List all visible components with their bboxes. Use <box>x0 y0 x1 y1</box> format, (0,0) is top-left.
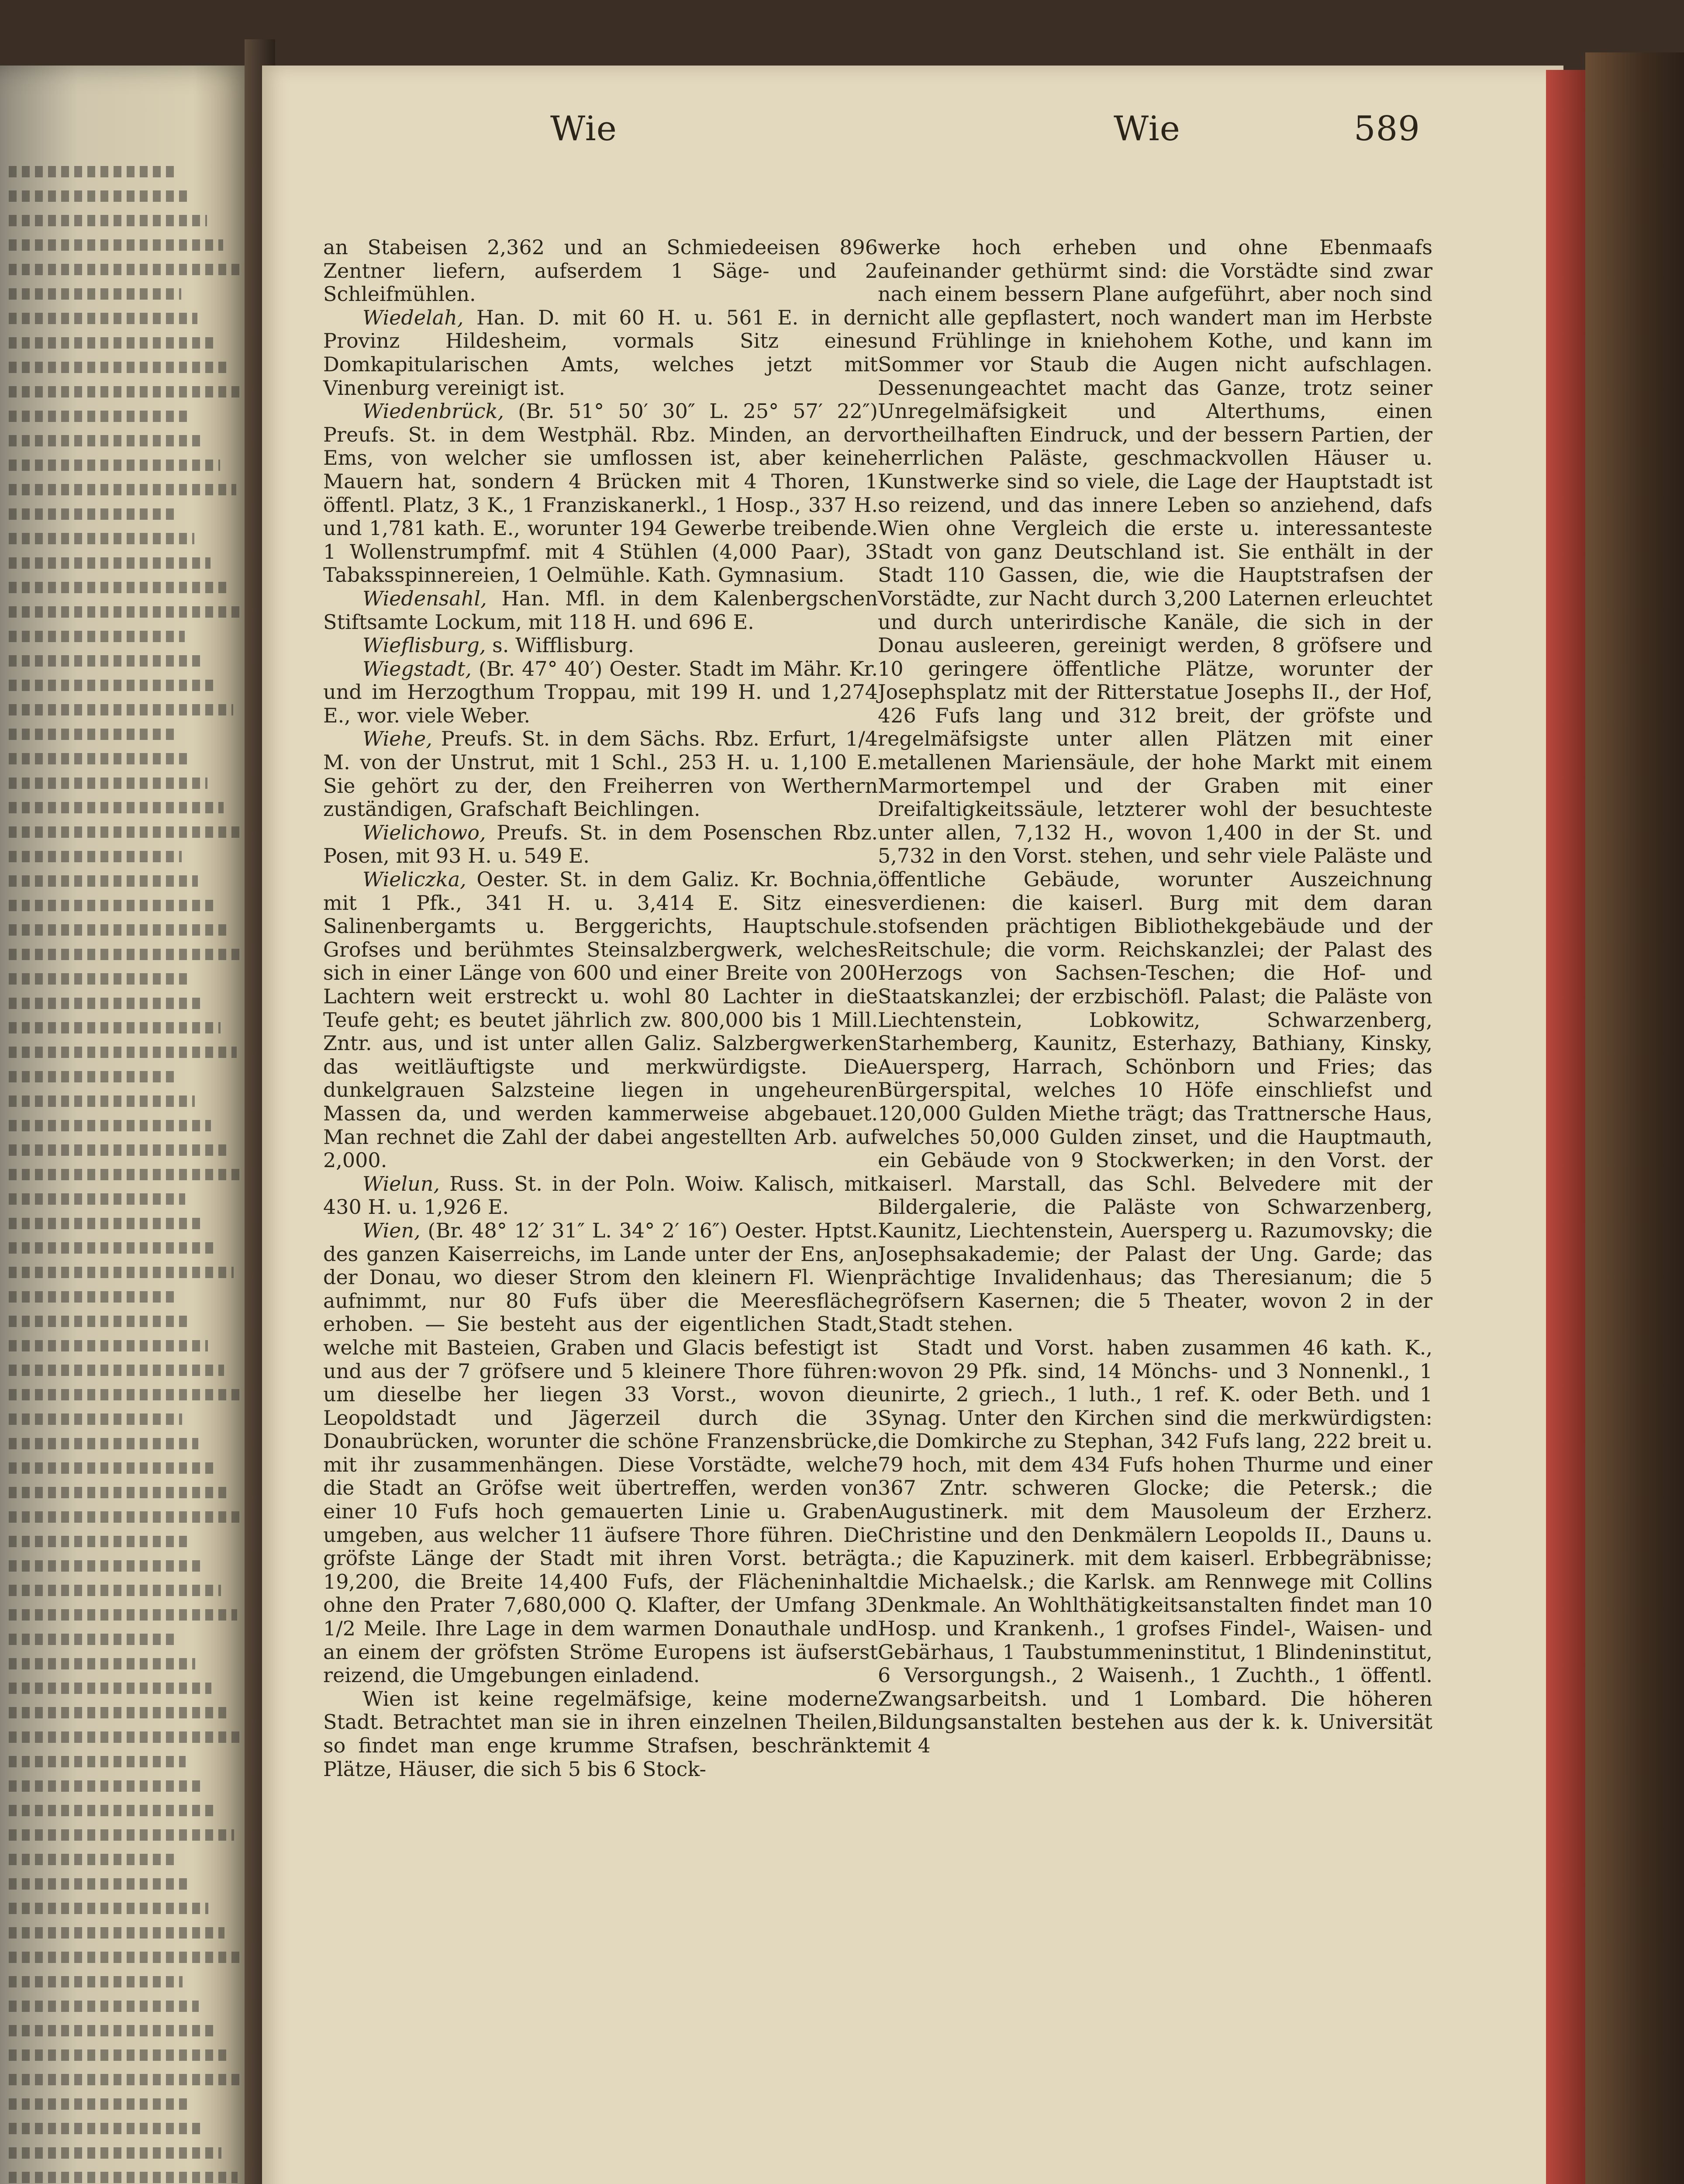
previous-page-text-line <box>9 557 210 569</box>
previous-page-text-line <box>9 1316 192 1327</box>
previous-page-text-line <box>9 337 214 349</box>
previous-page-edge <box>0 66 258 2184</box>
previous-page-text-line <box>9 1952 241 1963</box>
previous-page-text-line <box>9 1634 179 1645</box>
previous-page-text-line <box>9 998 204 1009</box>
entry <box>323 1172 878 1219</box>
previous-page-text-line <box>9 1854 176 1865</box>
previous-page-text-line <box>9 729 175 740</box>
entry-text: Russ. St. in der Poln. Woiw. Kalisch, mit 430 H. u. 1,926 E. <box>323 1171 878 1219</box>
previous-page-text-line <box>9 1462 214 1474</box>
page-number: 589 <box>1354 109 1420 149</box>
previous-page-text-line <box>9 1609 237 1621</box>
running-head-right: Wie <box>1114 109 1180 149</box>
entry <box>323 587 878 634</box>
previous-page-text-line <box>9 802 224 813</box>
previous-page-text-line <box>9 1585 221 1596</box>
previous-page-text-line <box>9 851 182 862</box>
previous-page-text-line <box>9 900 214 911</box>
previous-page-text-line <box>9 826 240 838</box>
entry <box>323 236 878 306</box>
previous-page-text-line <box>9 949 246 960</box>
previous-page-text-line <box>9 1560 205 1572</box>
previous-page-text-line <box>9 2147 221 2159</box>
previous-page-text-line <box>9 1805 218 1816</box>
red-page-edge <box>1546 70 1585 2184</box>
previous-page-text-line <box>9 1291 176 1303</box>
previous-page-text-line <box>9 1242 217 1254</box>
previous-page-text-line <box>9 1878 192 1890</box>
entry <box>323 821 878 868</box>
previous-page-text-line <box>9 1169 243 1180</box>
previous-page-text-line <box>9 1095 195 1107</box>
entry-headword: Wiedenbrück, <box>362 399 504 423</box>
entry-text: s. Wifflisburg. <box>486 633 635 657</box>
previous-page-text-line <box>9 973 188 985</box>
entry-headword: Wiedelah, <box>362 305 464 329</box>
entry-headword: Wien, <box>362 1218 421 1242</box>
entry-headword: Wielun, <box>362 1171 440 1196</box>
previous-page-text-line <box>9 1976 183 1987</box>
entry <box>323 1687 878 1781</box>
previous-page-text-line <box>9 582 227 593</box>
entry <box>323 868 878 1172</box>
previous-page-text-line <box>9 362 230 373</box>
previous-page-text-line <box>9 1340 208 1351</box>
previous-page-text-line <box>9 166 175 177</box>
previous-page-text-line <box>9 411 188 422</box>
previous-page-text-line <box>9 2049 231 2061</box>
entry <box>323 400 878 587</box>
previous-page-text-line <box>9 2074 247 2085</box>
previous-page-text-line <box>9 1536 189 1547</box>
entry-text: Wien ist keine regelmäfsige, keine moderne Stadt. Betrachtet man sie in ihren einzelnen Theilen, so findet man enge krumme Strafsen, beschränkte Plätze, Häuser, die sich 5 bis 6 Stock- <box>323 1686 878 1781</box>
previous-page-text-line <box>9 1365 224 1376</box>
previous-page-text-line <box>9 484 236 495</box>
previous-page-text-line <box>9 655 201 667</box>
entry-text: (Br. 48° 12′ 31″ L. 34° 2′ 16″) Oester. Hptst. des ganzen Kaiserreichs, im Lande unter der Ens, an der Donau, wo dieser Strom den kleinern Fl. Wien aufnimmt, nur 80 Fufs über die Meeresfläche erhoben. — Sie besteht aus der eigentlichen Stadt, welche mit Basteien, Graben und Glacis befestigt ist und aus der 7 gröfsere und 5 kleinere Thore führen: um dieselbe her liegen 33 Vorst., wovon die Leopoldstadt und Jägerzeil durch die 3 Donaubrücken, worunter die schöne Franzensbrücke, mit ihr zusammenhängen. Diese Vorstädte, welche die Stadt an Gröfse weit übertreffen, werden von einer 10 Fufs hoch gemauerten Linie u. Graben umgeben, aus welcher 11 äufsere Thore führen. Die gröfste Länge der Stadt mit ihren Vorst. beträgt 19,200, die Breite 14,400 Fufs, der Flächeninhalt ohne den Prater 7,680,000 Q. Klafter, der Umfang 3 1/2 Meile. Ihre Lage in dem warmen Donauthale und an einem der gröfsten Ströme Europens ist äufserst reizend, die Umgebungen einladend. <box>323 1218 878 1687</box>
previous-page-text-line <box>9 1389 240 1400</box>
previous-page-text-line <box>9 1413 182 1425</box>
previous-page-text-line <box>9 1903 208 1914</box>
previous-page-text-line <box>9 1120 211 1131</box>
previous-page-text-line <box>9 1756 186 1767</box>
previous-page-text-line <box>9 460 220 471</box>
entry-text: Preufs. St. in dem Posenschen Rbz. Posen, mit 93 H. u. 549 E. <box>323 820 878 868</box>
previous-page-text-line <box>9 1511 247 1523</box>
entry-headword: Wiedensahl, <box>362 586 487 610</box>
previous-page-text-line <box>9 435 204 446</box>
previous-page-text-line <box>9 1071 179 1082</box>
previous-page-text-line <box>9 1683 211 1694</box>
left-column <box>323 236 878 1781</box>
entry-text: Han. Mfl. in dem Kalenbergschen Stiftsamte Lockum, mit 118 H. und 696 E. <box>323 586 878 634</box>
previous-page-text-line <box>9 1193 185 1205</box>
previous-page-text-line <box>9 2001 199 2012</box>
previous-page-text-line <box>9 2098 189 2110</box>
entry-text: (Br. 47° 40′) Oester. Stadt im Mähr. Kr. und im Herzogthum Troppau, mit 199 H. und 1,274 E., wor. viele Weber. <box>323 657 878 727</box>
previous-page-text-line <box>9 1487 231 1498</box>
previous-page-text-line <box>9 1731 244 1743</box>
previous-page-text-line <box>9 1780 202 1792</box>
previous-page-text-line <box>9 1218 201 1229</box>
paragraph: Stadt und Vorst. haben zusammen 46 kath. K., wovon 29 Pfk. sind, 14 Mönchs- und 3 Nonnenkl., 1 unirte, 2 griech., 1 luth., 1 ref. K. oder Beth. und 1 Synag. Unter den Kirchen sind die merkwürdigsten: die Domkirche zu Stephan, 342 Fufs lang, 222 breit u. 79 hoch, mit dem 434 Fufs hohen Thurme und einer 367 Zntr. schweren Glocke; die Petersk.; die Augustinerk. mit dem Mausoleum der Erzherz. Christine und den Denkmälern Leopolds II., Dauns u. a.; die Kapuzinerk. mit dem kaiserl. Erbbegräbnisse; die Michaelsk.; die Karlsk. am Rennwege mit Collins Denkmale. An Wohlthätigkeitsanstalten findet man 10 Hosp. und Krankenh., 1 grofses Findel-, Waisen- und Gebärhaus, 1 Taubstummeninstitut, 1 Blindeninstitut, 6 Versorgungsh., 2 Waisenh., 1 Zuchth., 1 öffentl. Zwangsarbeitsh. und 1 Lombard. Die höheren Bildungsanstalten bestehen aus der k. k. Universität mit 4 <box>878 1335 1432 1757</box>
entry-headword: Wiehe, <box>362 727 432 751</box>
right-column <box>878 236 1432 1758</box>
running-head-left: Wie <box>550 109 617 149</box>
entry <box>323 306 878 400</box>
entry-headword: Wielichowo, <box>362 820 486 844</box>
entry <box>323 657 878 728</box>
entry-headword: Wiegstadt, <box>362 657 472 681</box>
previous-page-text-line <box>9 264 239 275</box>
paragraph: werke hoch erheben und ohne Ebenmaafs aufeinander gethürmt sind: die Vorstädte sind zwar nach einem bessern Plane aufgeführt, aber noch sind nicht alle gepflastert, noch wandert man im Herbste und Frühlinge in kniehohem Kothe, und kann im Sommer vor Staub die Augen nicht aufschlagen. Dessenungeachtet macht das Ganze, trotz seiner Unregelmäfsigkeit und Alterthums, einen vortheilhaften Eindruck, und der bessern Partien, der herrlichen Paläste, geschmackvollen Häuser u. Kunstwerke sind so viele, die Lage der Hauptstadt ist so reizend, und das innere Leben so anziehend, dafs Wien ohne Vergleich die erste u. interessanteste Stadt von ganz Deutschland ist. Sie enthält in der Stadt 110 Gassen, die, wie die Hauptstrafsen der Vorstädte, zur Nacht durch 3,200 Laternen erleuchtet und durch unterirdische Kanäle, die sich in der Donau ausleeren, gereinigt werden, 8 gröfsere und 10 geringere öffentliche Plätze, worunter der Josephsplatz mit der Ritterstatue Josephs II., der Hof, 426 Fufs lang und 312 breit, der gröfste und regelmäfsigste unter allen Plätzen mit einer metallenen Mariensäule, der hohe Markt mit einem Marmortempel und der Graben mit einer Dreifaltigkeitssäule, letzterer wohl der besuchteste unter allen, 7,132 H., wovon 1,400 in der St. und 5,732 in den Vorst. stehen, und sehr viele Paläste und öffentliche Gebäude, worunter Auszeichnung verdienen: die kaiserl. Burg mit dem daran stofsenden prächtigen Bibliothekgebäude und der Reitschule; die vorm. Reichskanzlei; der Palast des Herzogs von Sachsen-Teschen; die Hof- und Staatskanzlei; der erzbischöfl. Palast; die Paläste von Liechtenstein, Lobkowitz, Schwarzenberg, Starhemberg, Kaunitz, Esterhazy, Bathiany, Kinsky, Auersperg, Harrach, Schönborn und Fries; das Bürgerspital, welches 10 Höfe einschliefst und 120,000 Gulden Miethe trägt; das Trattnersche Haus, welches 50,000 Gulden zinset, und die Hauptmauth, ein Gebäude von 9 Stockwerken; in den Vorst. der kaiserl. Marstall, das Schl. Belvedere mit der Bildergalerie, die Paläste von Schwarzenberg, Kaunitz, Liechtenstein, Auersperg u. Razumovsky; die Josephsakademie; der Palast der Ung. Garde; das prächtige Invalidenhaus; das Theresianum; die 5 gröfsern Kasernen; die 5 Theater, wovon 2 in der Stadt stehen. <box>878 235 1432 1336</box>
entry <box>323 1219 878 1687</box>
previous-page-text-line <box>9 288 181 300</box>
previous-page-text-line <box>9 313 197 324</box>
previous-page-text-line <box>9 778 207 789</box>
previous-page-text-line <box>9 2172 238 2183</box>
previous-page-text-line <box>9 1658 195 1669</box>
previous-page-text-line <box>9 875 198 887</box>
entry-text: Oester. St. in dem Galiz. Kr. Bochnia, mit 1 Pfk., 341 H. u. 3,414 E. Sitz eines Salinenbergamts u. Berggerichts, Hauptschule. Grofses und berühmtes Steinsalzbergwerk, welches sich in einer Länge von 600 und einer Breite von 200 Lachtern weit erstreckt u. wohl 80 Lachter in die Teufe geht; es beutet jährlich zw. 800,000 bis 1 Mill. Zntr. aus, und ist unter allen Galiz. Salzbergwerken das weitläuftigste und merkwürdigste. Die dunkelgrauen Salzsteine liegen in ungeheuren Massen da, und werden kammerweise abgebauet. Man rechnet die Zahl der dabei angestellten Arb. auf 2,000. <box>323 867 878 1172</box>
previous-page-text-line <box>9 508 178 520</box>
entry <box>323 727 878 821</box>
entry-headword: Wieliczka, <box>362 867 466 892</box>
previous-page-text-line <box>9 924 230 936</box>
previous-page-text-line <box>9 1927 224 1939</box>
previous-page-text-line <box>9 753 191 764</box>
previous-page-text-line <box>9 239 223 251</box>
previous-page-text-line <box>9 2025 215 2036</box>
previous-page-text-line <box>9 1707 228 1718</box>
previous-page-text-line <box>9 1438 198 1449</box>
previous-page-text-line <box>9 1267 234 1278</box>
entry-text: Han. D. mit 60 H. u. 561 E. in der Provinz Hildesheim, vormals Sitz eines Domkapitularischen Amts, welches jetzt mit Vinenburg vereinigt ist. <box>323 305 878 400</box>
previous-page-text-line <box>9 1047 237 1058</box>
entry-text: an Stabeisen 2,362 und an Schmiedeeisen 896 Zentner liefern, aufserdem 1 Säge- und 2 Schleifmühlen. <box>323 235 878 306</box>
previous-page-text-line <box>9 386 246 397</box>
previous-page-text-line <box>9 215 207 226</box>
previous-page-text-line <box>9 1144 227 1156</box>
entry <box>323 634 878 657</box>
previous-page-text-line <box>9 680 217 691</box>
previous-page-text-line <box>9 1022 221 1033</box>
previous-page-text-line <box>9 1829 234 1841</box>
previous-page-text-line <box>9 606 243 618</box>
book-cover-edge <box>1585 52 1684 2184</box>
entry-headword: Wieflisburg, <box>362 633 486 657</box>
previous-page-text-line <box>9 2123 205 2134</box>
previous-page-text-line <box>9 631 185 642</box>
entry-text: Preufs. St. in dem Sächs. Rbz. Erfurt, 1/4 M. von der Unstrut, mit 1 Schl., 253 H. u. 1,100 E. Sie gehört zu der, den Freiherren von Werthern zuständigen, Grafschaft Beichlingen. <box>323 727 878 821</box>
previous-page-text-line <box>9 190 191 202</box>
previous-page-text-line <box>9 704 233 715</box>
entry-text: (Br. 51° 50′ 30″ L. 25° 57′ 22″) Preufs. St. in dem Westphäl. Rbz. Minden, an der Ems, von welcher sie umflossen ist, aber keine Mauern hat, sondern 4 Brücken mit 4 Thoren, 1 öffentl. Platz, 3 K., 1 Franziskanerkl., 1 Hosp., 337 H. und 1,781 kath. E., worunter 194 Gewerbe treibende. 1 Wollenstrumpfmf. mit 4 Stühlen (4,000 Paar), 3 Tabaksspinnereien, 1 Oelmühle. Kath. Gymnasium. <box>323 399 878 587</box>
previous-page-text-line <box>9 533 194 544</box>
